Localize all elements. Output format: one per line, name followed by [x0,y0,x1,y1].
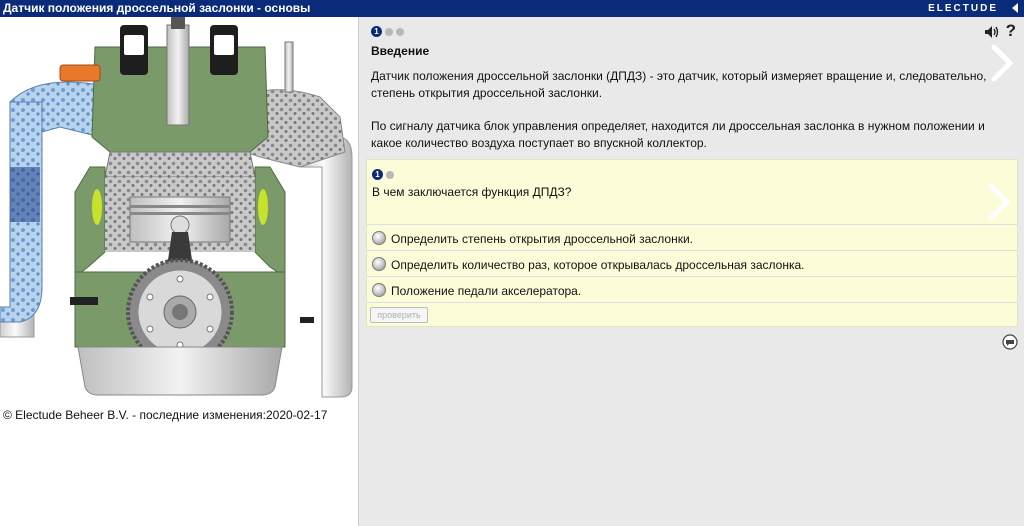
page-dot-current[interactable]: 1 [371,26,382,37]
page-dot[interactable] [396,28,404,36]
answer-option[interactable] [367,224,1017,250]
quiz-panel [366,159,1018,327]
comment-icon[interactable] [1002,334,1018,350]
quiz-indicator [372,167,397,181]
title-bar [0,0,1024,17]
back-arrow-icon[interactable] [1012,3,1018,13]
help-icon[interactable]: ? [1005,21,1016,40]
section-heading: Введение [371,44,430,58]
radio-button[interactable] [372,283,386,297]
quiz-dot[interactable] [386,171,394,179]
intro-paragraph: По сигналу датчика блок управления определяет, находится ли дроссельная заслонка в нужном положении и какое количество воздуха поступает во впускной коллектор. [371,119,985,150]
quiz-next-icon[interactable] [985,182,1013,222]
quiz-question: В чем заключается функция ДПДЗ? [372,185,572,199]
answer-option[interactable] [367,250,1017,276]
answer-label: Положение педали акселератора. [391,284,582,298]
speaker-icon[interactable] [984,25,1000,39]
page-title: Датчик положения дроссельной заслонки - основы [3,1,311,15]
check-row [367,302,1017,327]
intro-paragraph: Датчик положения дроссельной заслонки (ДПДЗ) - это датчик, который измеряет вращение и, следовательно, степень открытия дроссельной заслонки. [371,69,987,100]
brand-logo: ELECTUDE [928,3,998,14]
copyright-text: © Electude Beheer B.V. - последние изменения:2020-02-17 [3,408,328,422]
radio-button[interactable] [372,231,386,245]
quiz-dot-current[interactable]: 1 [372,169,383,180]
content-pane [360,17,1024,526]
page-dot[interactable] [385,28,393,36]
engine-illustration [0,17,359,402]
answer-option[interactable] [367,276,1017,302]
illustration-pane [0,17,359,526]
check-button[interactable]: проверить [370,307,428,323]
answer-label: Определить количество раз, которое открывалась дроссельная заслонка. [391,258,805,272]
page-indicator [371,24,407,36]
radio-button[interactable] [372,257,386,271]
answer-label: Определить степень открытия дроссельной заслонки. [391,232,694,246]
